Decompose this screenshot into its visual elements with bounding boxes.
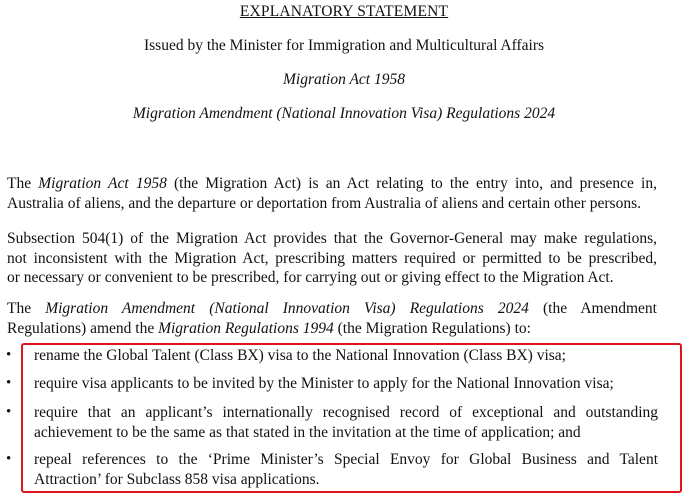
- bullet-text: rename the Global Talent (Class BX) visa to the National Innovation (Class BX) visa;: [34, 347, 566, 364]
- bullet-item-rename: [6, 346, 658, 366]
- paragraph-line: Australia of aliens, and the departure or deportation from Australia of aliens and certain other persons.: [7, 194, 641, 212]
- text-run: (the Amendment: [528, 300, 657, 317]
- bullet-item-invitation: [6, 374, 658, 394]
- bullet-text: repeal references to the ‘Prime Minister’s Special Envoy for Global Business and Talent: [34, 451, 658, 468]
- bullet-item-repeal: [6, 450, 658, 489]
- bullet-marker: •: [6, 375, 12, 391]
- text-run: The: [7, 300, 46, 317]
- bullet-text: require visa applicants to be invited by the Minister to apply for the National Innovation visa;: [34, 375, 614, 392]
- text-run: (the Migration Regulations) to:: [333, 319, 531, 337]
- regulations-name-italic: Migration Amendment (National Innovation Visa) Regulations 2024: [45, 300, 529, 317]
- document-heading: EXPLANATORY STATEMENT: [239, 3, 449, 20]
- paragraph-line: not inconsistent with the Migration Act, prescribing matters required or permitted to be prescribed,: [7, 249, 657, 267]
- paragraph-line: Subsection 504(1) of the Migration Act provides that the Governor-General may make regulations,: [7, 230, 657, 247]
- paragraph-line: [7, 319, 657, 339]
- regulations-title: Migration Amendment (National Innovation Visa) Regulations 2024: [132, 105, 556, 122]
- text-run: (the Migration Act) is an Act relating to the entry into, and presence in,: [166, 175, 657, 192]
- bullet-text: require that an applicant’s internationally recognised record of exceptional and outstanding: [34, 404, 658, 421]
- issued-by-line: Issued by the Minister for Immigration and Multicultural Affairs: [143, 37, 545, 54]
- act-name-italic: Migration Act 1958: [38, 175, 167, 192]
- text-run: The: [7, 175, 39, 192]
- paragraph-amendment-regulations: [7, 299, 657, 338]
- bullet-marker: •: [6, 451, 12, 467]
- bullet-item-record: [6, 403, 658, 442]
- paragraph-line: or necessary or convenient to be prescribed, for carrying out or giving effect to the Migration Act.: [7, 269, 614, 286]
- bullet-marker: •: [6, 347, 12, 363]
- text-run: Regulations) amend the: [7, 319, 159, 337]
- paragraph-line: [7, 299, 657, 319]
- act-title: Migration Act 1958: [283, 71, 405, 88]
- bullet-text: Attraction’ for Subclass 858 visa applications.: [34, 470, 320, 488]
- bullet-text: achievement to be the same as that stated in the invitation at the time of application; and: [34, 423, 581, 441]
- bullet-marker: •: [6, 404, 12, 420]
- paragraph-migration-act: [7, 174, 657, 213]
- paragraph-subsection-504: [7, 229, 657, 288]
- migration-regulations-italic: Migration Regulations 1994: [158, 319, 334, 337]
- paragraph-line: [7, 174, 657, 194]
